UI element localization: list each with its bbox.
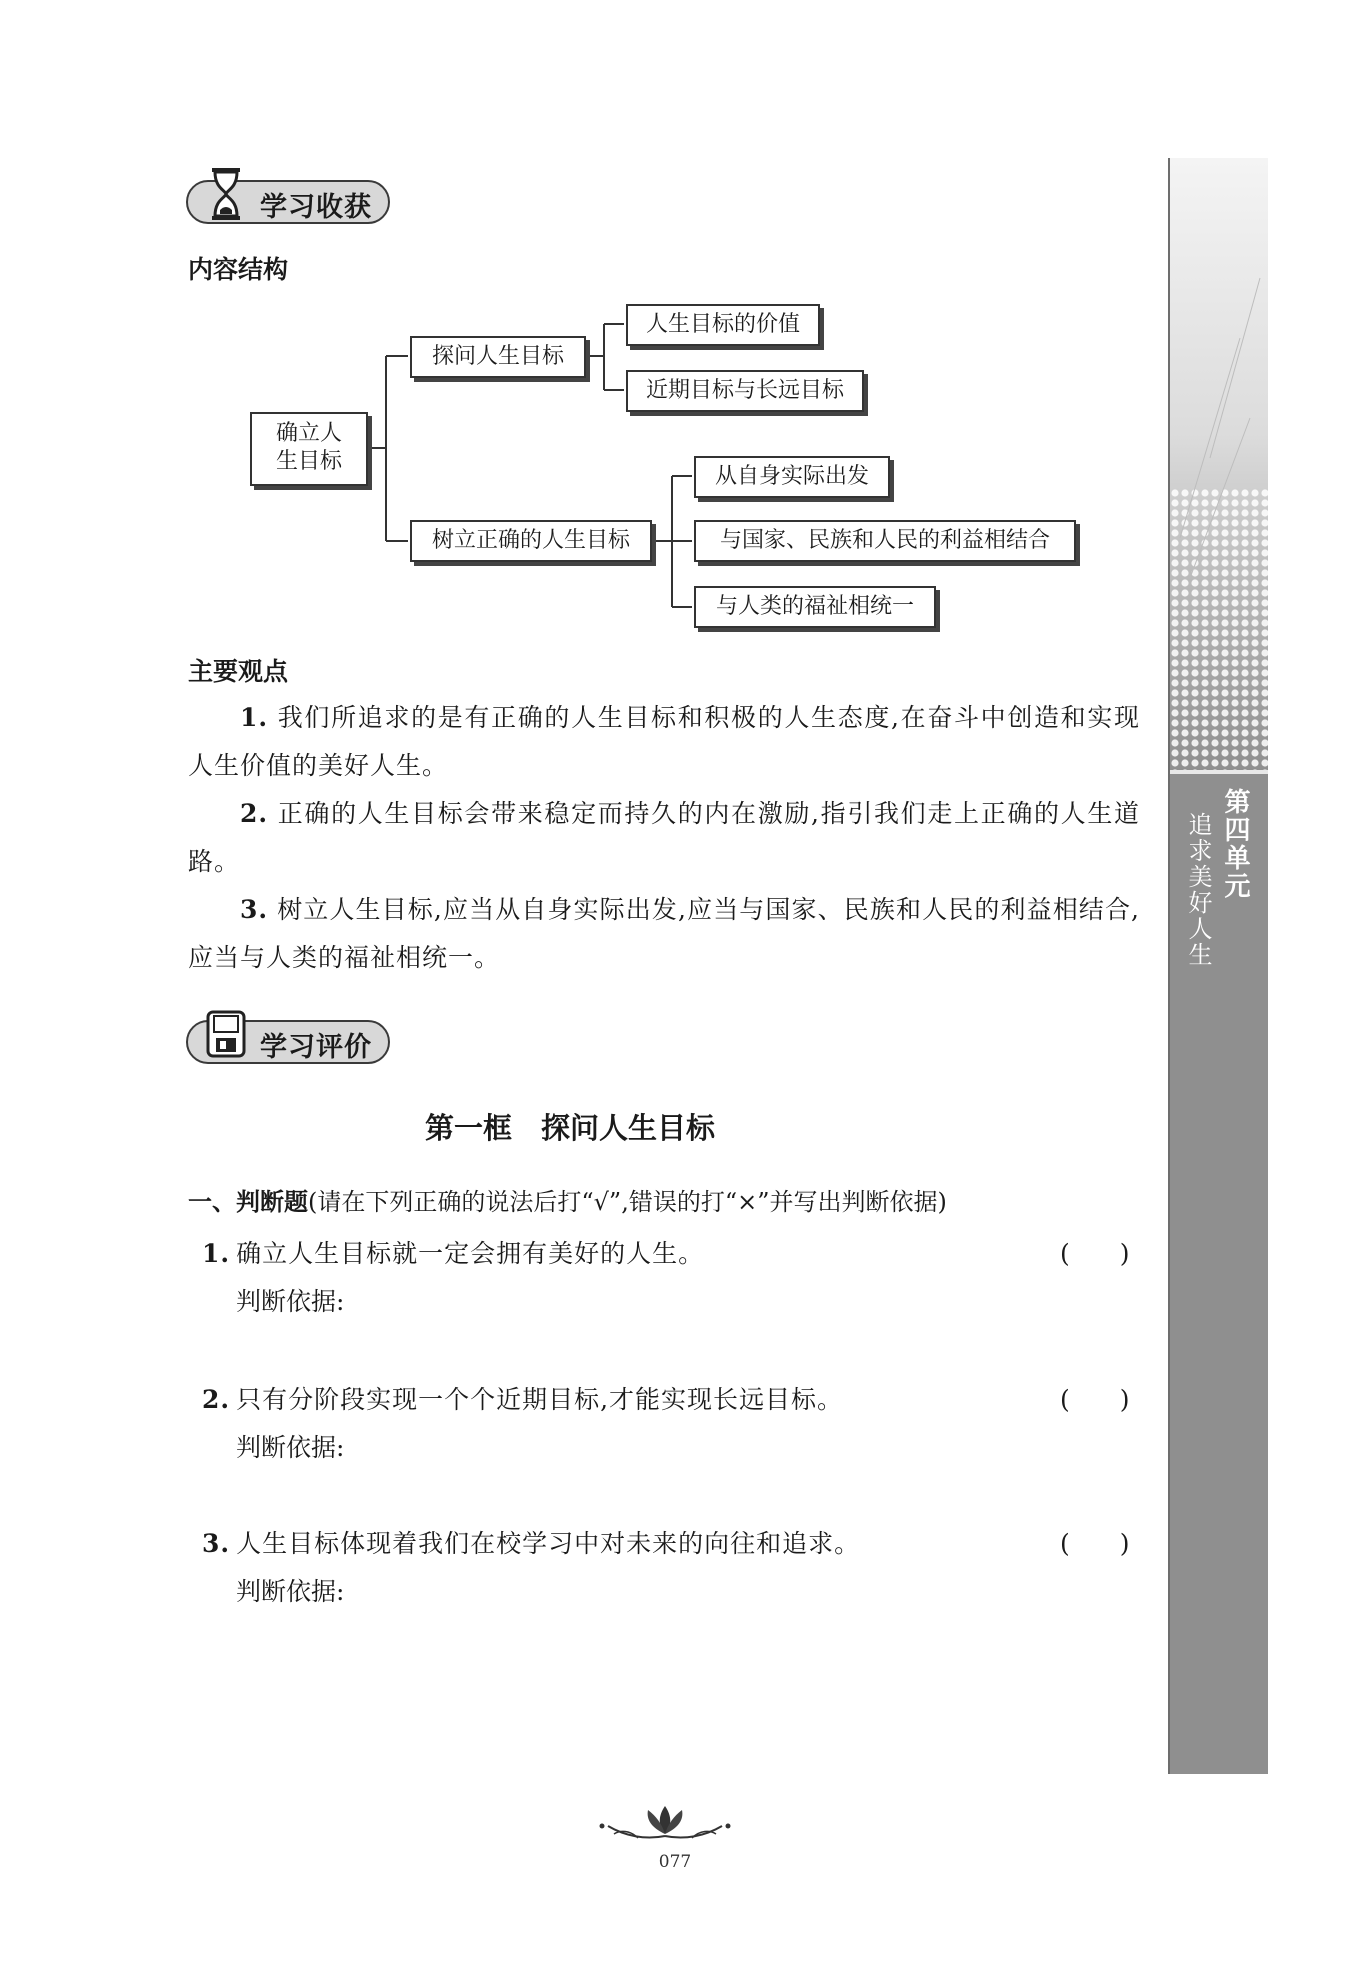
node-national-interest: 与国家、民族和人民的利益相结合 <box>694 520 1076 562</box>
question-1: 1. 确立人生目标就一定会拥有美好的人生。 <box>202 1239 705 1268</box>
main-point-3: 3. 树立人生目标,应当从自身实际出发,应当与国家、民族和人民的利益相结合,应当与人类的福祉相统一。 <box>188 895 1141 972</box>
floppy-disk-icon <box>204 1006 248 1062</box>
question-3: 3. 人生目标体现着我们在校学习中对未来的向往和追求。 <box>202 1529 861 1558</box>
content-structure-heading: 内容结构 <box>188 255 289 284</box>
node-branch-establish: 树立正确的人生目标 <box>410 520 652 562</box>
main-point-2: 2. 正确的人生目标会带来稳定而持久的内在激励,指引我们走上正确的人生道路。 <box>188 799 1141 876</box>
basis-label-2: 判断依据: <box>236 1433 345 1462</box>
basis-label-1: 判断依据: <box>236 1287 345 1316</box>
answer-paren-2[interactable]: ( ) <box>1060 1385 1130 1414</box>
node-human-welfare: 与人类的福祉相统一 <box>694 586 936 628</box>
judgment-instruction: (请在下列正确的说法后打“√”,错误的打“×”并写出判断依据) <box>308 1188 947 1216</box>
node-short-long-goals: 近期目标与长远目标 <box>626 370 864 412</box>
unit-side-tab <box>1168 158 1268 1774</box>
frame-title: 第一框 探问人生目标 <box>424 1111 715 1145</box>
main-points-heading: 主要观点 <box>188 657 289 686</box>
unit-number: 第四单元 <box>1220 788 1250 900</box>
judgment-heading: 一、判断题(请在下列正确的说法后打“√”,错误的打“×”并写出判断依据) <box>188 1188 947 1216</box>
main-point-1: 1. 我们所追求的是有正确的人生目标和积极的人生态度,在奋斗中创造和实现人生价值的美好人生。 <box>188 703 1141 780</box>
answer-paren-1[interactable]: ( ) <box>1060 1239 1130 1268</box>
learning-evaluation-title: 学习评价 <box>260 1032 372 1063</box>
node-own-reality: 从自身实际出发 <box>694 456 890 498</box>
basis-label-3: 判断依据: <box>236 1577 345 1606</box>
answer-paren-3[interactable]: ( ) <box>1060 1529 1130 1558</box>
learning-evaluation-banner <box>186 1020 390 1064</box>
unit-title: 追求美好人生 <box>1184 812 1212 968</box>
question-2: 2. 只有分阶段实现一个个近期目标,才能实现长远目标。 <box>202 1385 844 1414</box>
node-branch-explore: 探问人生目标 <box>410 336 586 378</box>
side-tab-divider <box>1170 770 1268 774</box>
page-number: 077 <box>658 1852 692 1872</box>
node-root: 确立人生目标 <box>250 412 368 486</box>
learning-harvest-title: 学习收获 <box>260 192 372 223</box>
footer-ornament <box>590 1800 740 1850</box>
node-goal-value: 人生目标的价值 <box>626 304 820 346</box>
halftone-pattern <box>1170 158 1268 770</box>
